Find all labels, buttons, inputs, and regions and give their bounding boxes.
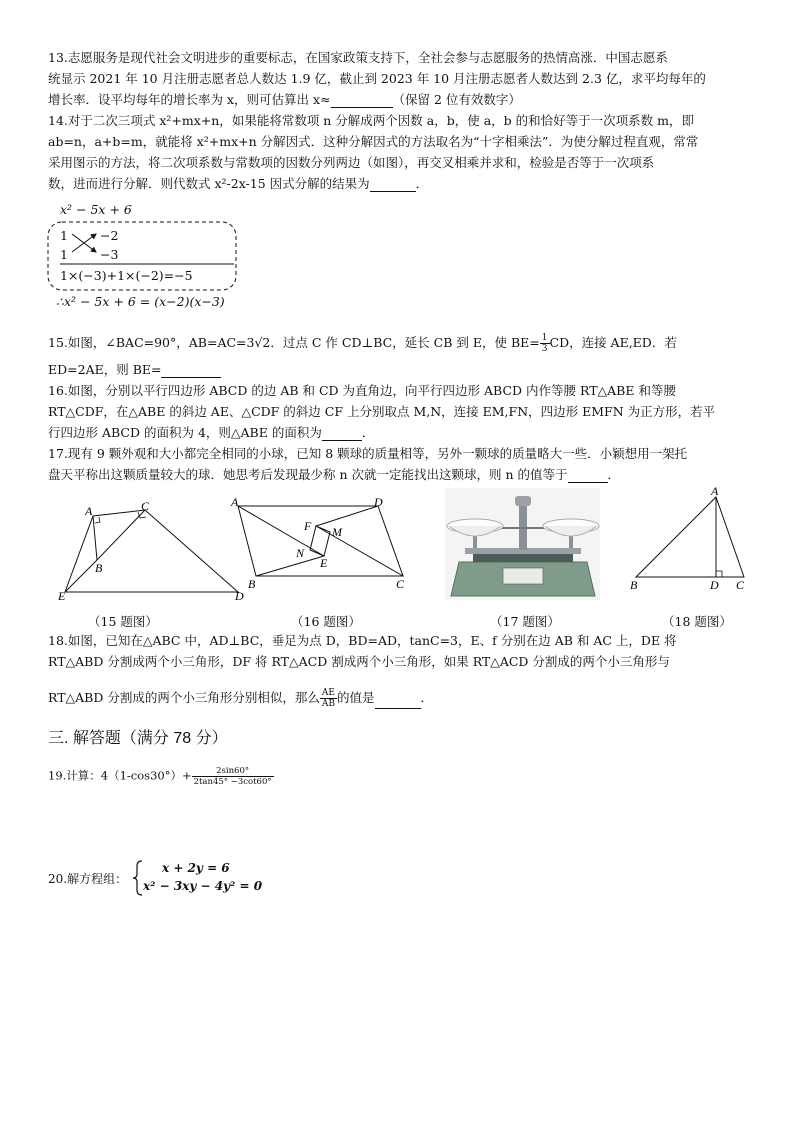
fraction-num: 1 xyxy=(541,333,548,343)
cross-result: ∴x² − 5x + 6 = (x−2)(x−3) xyxy=(56,294,225,309)
cross-row1-right: −2 xyxy=(100,228,119,243)
fraction-ae-ab xyxy=(320,688,337,709)
q15-line2 xyxy=(48,362,221,378)
fig18-label-d: D xyxy=(710,578,719,592)
answer-blank-13[interactable] xyxy=(331,95,393,108)
caption-15: （15 题图） xyxy=(88,614,158,629)
q20-equation1: x + 2y = 6 xyxy=(162,861,230,875)
q18-line3-text: RT△ABD 分割成的两个小三角形分别相似，那么 xyxy=(48,690,320,705)
q18-line1: 18.如图，已知在△ABC 中，AD⊥BC，垂足为点 D，BD=AD，tanC=3，E、f 分别在边 AB 和 AC 上，DE 将 xyxy=(48,633,677,648)
q19-denominator: 2tan45° −3cot60° xyxy=(193,777,272,787)
fig18-label-a: A xyxy=(711,485,719,498)
q18-line2: RT△ABD 分割成两个小三角形，DF 将 RT△ACD 割成两个小三角形，如果 RT△ACD 分割成的两个小三角形与 xyxy=(48,654,670,669)
q15-text-b: ．过点 C 作 CD⊥BC，延长 CB 到 E，使 BE= xyxy=(270,335,540,350)
cross-row2-right: −3 xyxy=(100,247,119,262)
fig15-label-e: E xyxy=(58,589,66,602)
q13-line3 xyxy=(48,92,521,108)
q13-line2: 统显示 2021 年 10 月注册志愿者总人数达 1.9 亿，截止到 2023 年 10 月注册志愿者人数达到 2.3 亿，求平均每年的 xyxy=(48,71,706,86)
fig18-label-c: C xyxy=(736,578,745,592)
answer-blank-14[interactable] xyxy=(370,179,416,192)
q18-line3-end: ． xyxy=(420,690,434,705)
q15-text-c: CD，连接 AE,ED．若 xyxy=(549,335,677,350)
caption-17: （17 题图） xyxy=(490,614,560,629)
q20-label: 20.解方程组： xyxy=(48,872,128,886)
figure-17-balance-scale xyxy=(445,488,600,600)
fig15-label-d: D xyxy=(235,589,244,602)
fig16-label-m: M xyxy=(332,525,342,539)
answer-blank-17[interactable] xyxy=(568,470,608,483)
sqrt2: √2 xyxy=(254,335,271,350)
q18-line3-mid: 的值是 xyxy=(336,690,375,705)
fig16-label-c: C xyxy=(396,577,405,590)
q14-line1: 14.对于二次三项式 x²+mx+n，如果能将常数项 n 分解成两个因数 a，b，使 a，b 的和恰好等于一次项系数 m，即 xyxy=(48,113,694,128)
figure-15 xyxy=(55,500,250,602)
q19 xyxy=(48,766,274,787)
q19-text: 19.计算：4（1-cos30°）+ xyxy=(48,768,192,783)
q13-line3-text: 增长率．设平均每年的增长率为 x，则可估算出 x≈ xyxy=(48,92,331,107)
fig16-label-b: B xyxy=(248,577,256,590)
answer-blank-15[interactable] xyxy=(161,365,221,378)
figure-16 xyxy=(228,494,413,590)
cross-row2-left: 1 xyxy=(60,247,68,262)
caption-18: （18 题图） xyxy=(662,614,732,629)
fraction-num-ae: AE xyxy=(320,688,337,699)
q19-fraction xyxy=(192,766,274,787)
fig18-label-b: B xyxy=(630,578,638,592)
q16-line2: RT△CDF，在△ABE 的斜边 AE、△CDF 的斜边 CF 上分别取点 M,N，连接 EM,FN，四边形 EMFN 为正方形，若平 xyxy=(48,404,716,419)
fraction-den-ab: AB xyxy=(321,699,335,709)
q17-line2-end: ． xyxy=(607,467,621,482)
fig16-label-d: D xyxy=(374,495,383,509)
caption-16: （16 题图） xyxy=(291,614,361,629)
q18-line3 xyxy=(48,688,433,709)
fig16-label-f: F xyxy=(304,519,312,533)
figure-18 xyxy=(626,485,756,593)
q13-line3-note: （保留 2 位有效数字） xyxy=(392,92,521,107)
q15-text-a: 15.如图，∠BAC=90°，AB=AC=3 xyxy=(48,335,255,350)
fig16-label-n: N xyxy=(296,546,305,560)
q20-equation2: x² − 3xy − 4y² = 0 xyxy=(143,879,263,893)
section-heading: 三. 解答题（满分 78 分） xyxy=(48,730,228,747)
q19-numerator: 2sin60° xyxy=(192,766,274,777)
fig15-label-b: B xyxy=(95,561,103,575)
q17-line2-text: 盘天平称出这颗质量较大的球．她思考后发现最少称 n 次就一定能找出这颗球，则 n 的值等于 xyxy=(48,467,568,482)
q16-line3 xyxy=(48,425,374,441)
fig16-label-a: A xyxy=(231,495,239,509)
cross-sum: 1×(−3)+1×(−2)=−5 xyxy=(60,268,193,283)
cross-row1-left: 1 xyxy=(60,228,68,243)
fig15-label-c: C xyxy=(141,500,150,513)
fraction-den: 3 xyxy=(541,344,548,354)
answer-blank-18[interactable] xyxy=(375,696,421,709)
q17-line2 xyxy=(48,467,620,483)
q16-line1: 16.如图，分别以平行四边形 ABCD 的边 AB 和 CD 为直角边，向平行四边形 ABCD 内作等腰 RT△ABE 和等腰 xyxy=(48,383,676,398)
q16-line3-end: ． xyxy=(361,425,375,440)
fig15-label-a: A xyxy=(85,504,93,518)
cross-top-expression: x² − 5x + 6 xyxy=(60,202,132,217)
answer-blank-16[interactable] xyxy=(322,428,362,441)
q16-line3-text: 行四边形 ABCD 的面积为 4，则△ABE 的面积为 xyxy=(48,425,322,440)
q17-line1: 17.现有 9 颗外观和大小都完全相同的小球，已知 8 颗球的质量相等，另外一颗球的质量略大一些．小颖想用一架托 xyxy=(48,446,688,461)
q14-line4 xyxy=(48,176,428,192)
q15-line2-text: ED=2AE，则 BE= xyxy=(48,362,162,377)
fig16-label-e: E xyxy=(320,556,328,570)
q13-line1: 13.志愿服务是现代社会文明进步的重要标志，在国家政策支持下，全社会参与志愿服务的热情高涨．中国志愿系 xyxy=(48,50,668,65)
q14-line4-text: 数，进而进行分解．则代数式 x²-2x-15 因式分解的结果为 xyxy=(48,176,370,191)
fraction-one-third xyxy=(540,333,550,354)
q15-line1 xyxy=(48,333,677,354)
q14-line4-end: ． xyxy=(415,176,429,191)
q14-line2: ab=n，a+b=m，就能将 x²+mx+n 分解因式．这种分解因式的方法取名为“十字相乘法”．为使分解过程直观，常常 xyxy=(48,134,699,149)
q14-line3: 采用图示的方法，将二次项系数与常数项的因数分列两边（如图），再交叉相乘并求和，检验是否等于一次项系 xyxy=(48,155,655,170)
